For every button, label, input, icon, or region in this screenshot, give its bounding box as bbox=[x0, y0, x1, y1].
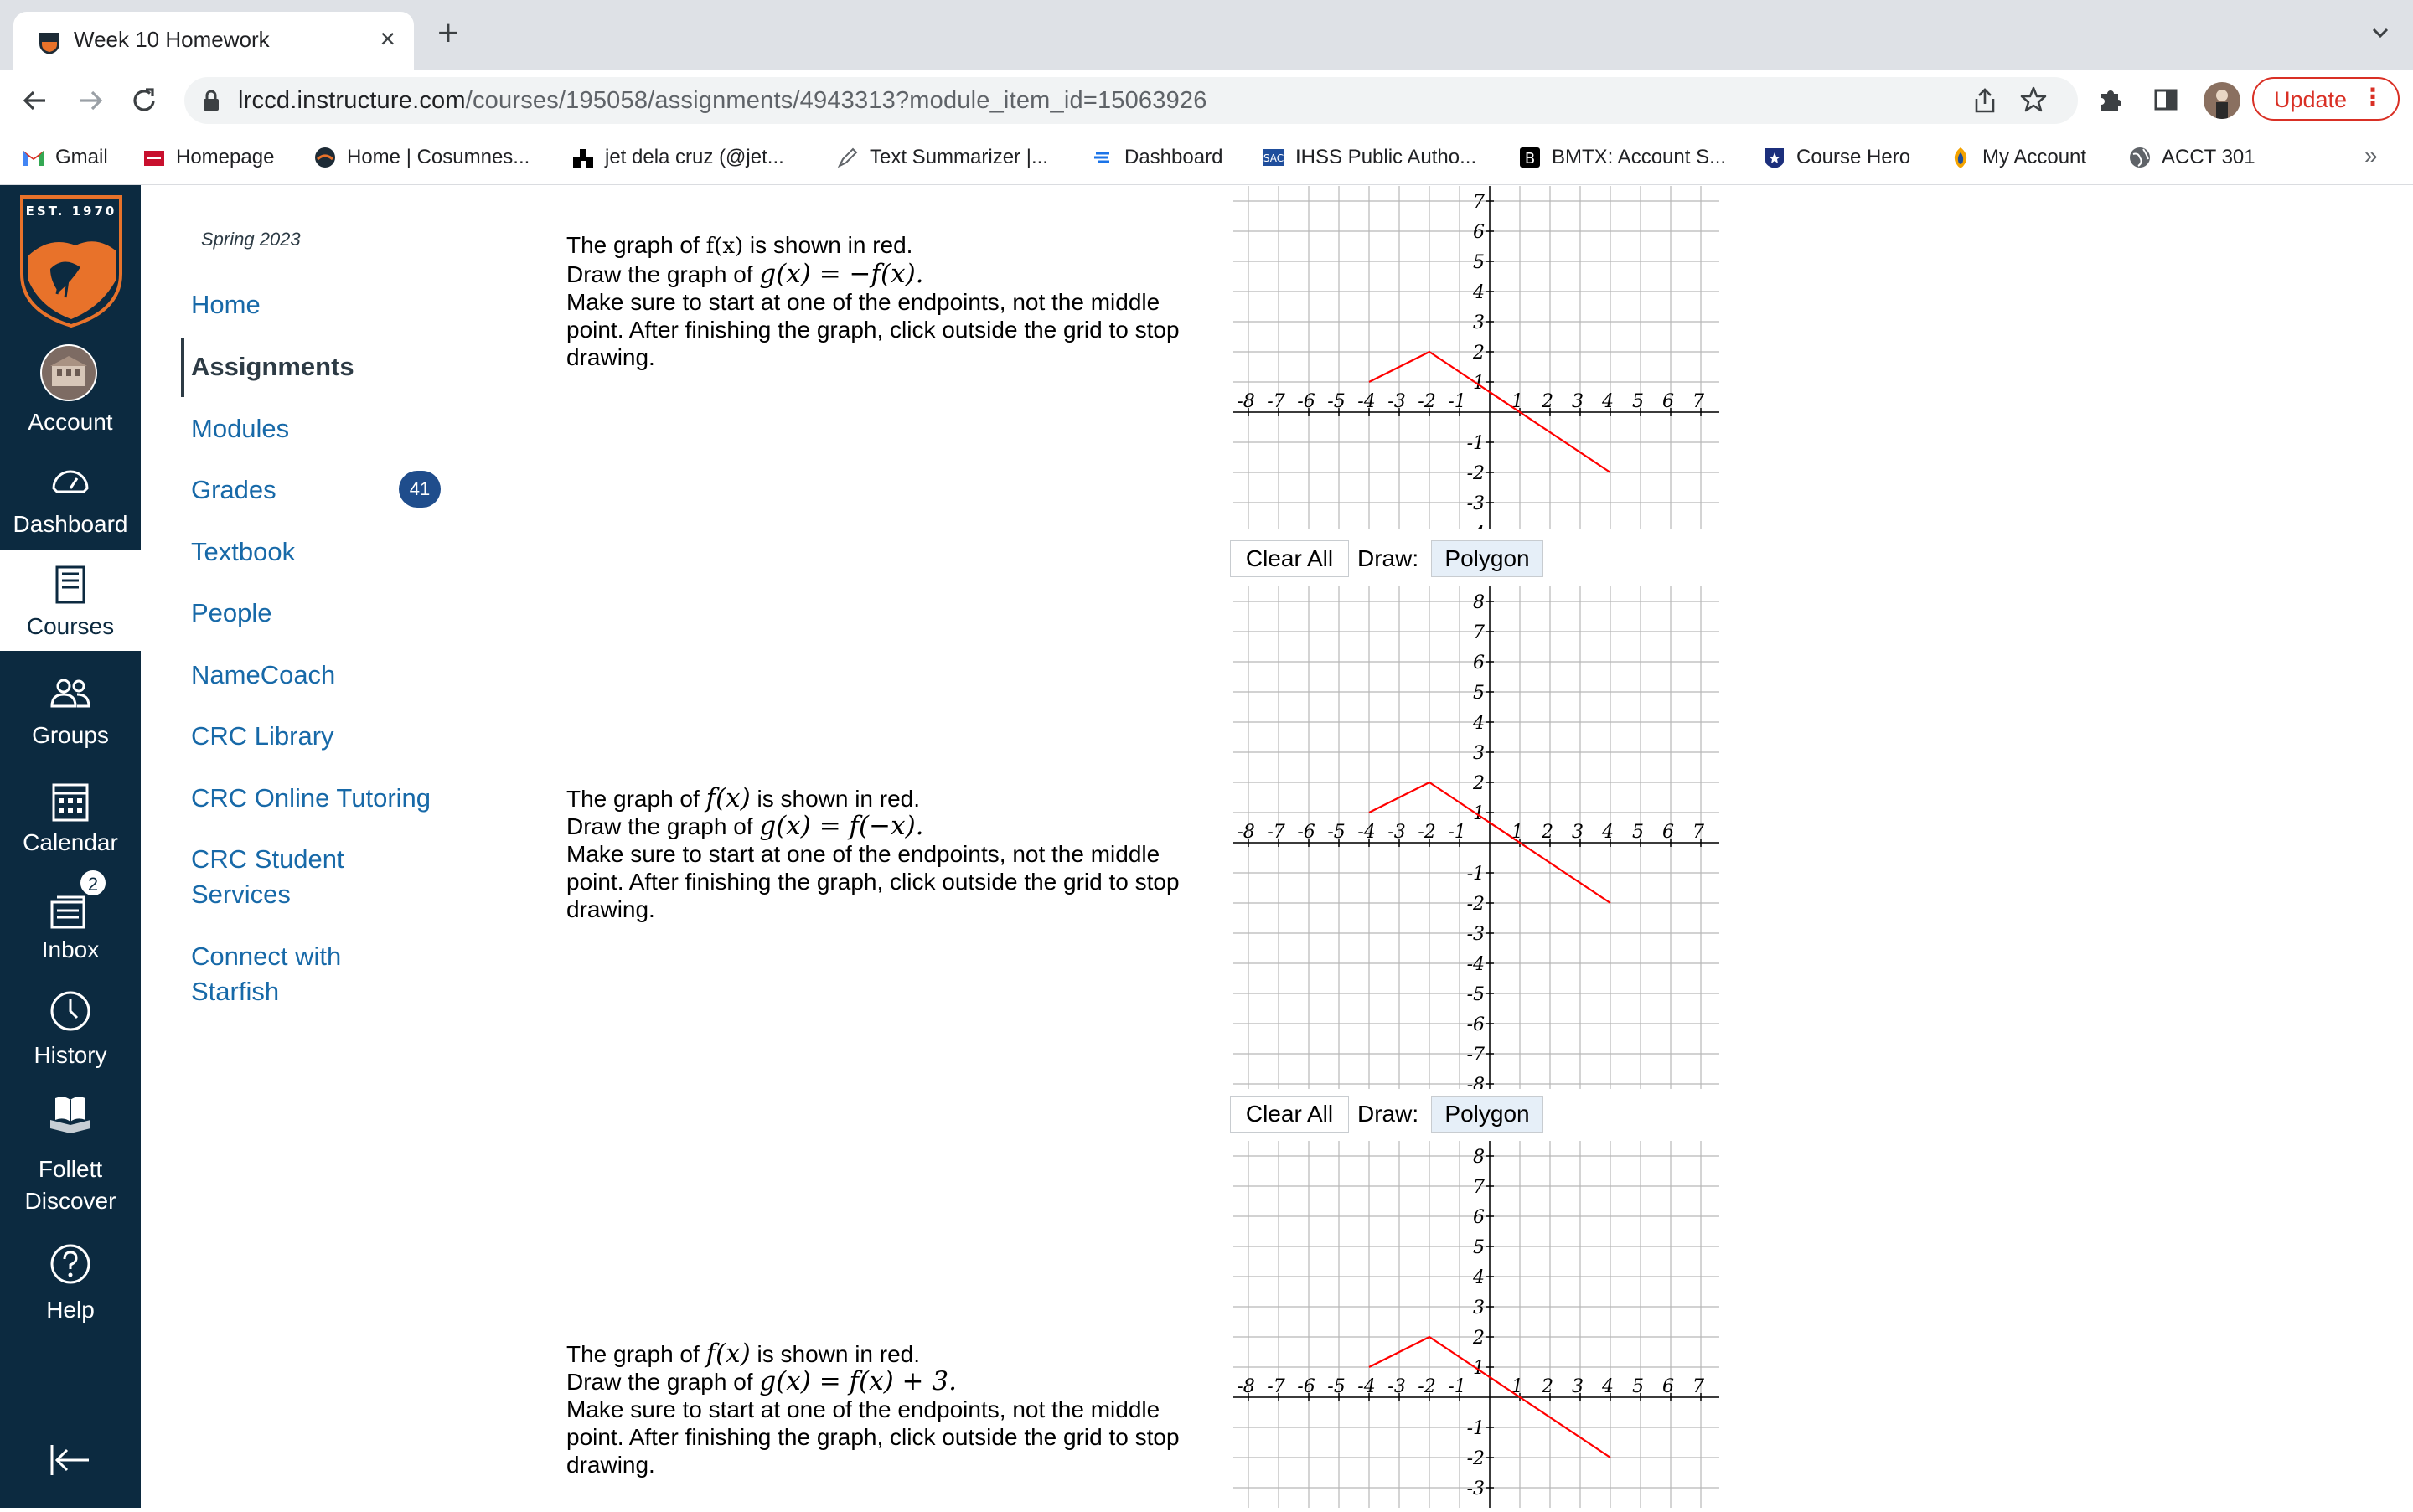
ihss-icon bbox=[1262, 146, 1285, 169]
collapse-nav-icon[interactable] bbox=[47, 1442, 94, 1478]
x-tick-label: -8 bbox=[1237, 1376, 1255, 1397]
nav-label-line: CRC Student bbox=[191, 844, 344, 874]
x-tick-label: -3 bbox=[1387, 822, 1406, 843]
text: The graph of bbox=[566, 1341, 706, 1367]
y-tick-label: 3 bbox=[1473, 743, 1485, 764]
course-hero-icon bbox=[1763, 146, 1786, 169]
x-tick-label: 3 bbox=[1572, 822, 1584, 843]
tab-strip bbox=[0, 0, 2413, 70]
text: Draw the graph of bbox=[566, 813, 760, 839]
y-tick-label: 5 bbox=[1473, 683, 1485, 704]
nav-dashboard[interactable] bbox=[0, 450, 141, 550]
bookmark-label: ACCT 301 bbox=[2162, 146, 2255, 168]
inbox-unread-badge: 2 bbox=[79, 869, 107, 897]
avatar bbox=[40, 344, 97, 401]
x-tick-label: -5 bbox=[1327, 391, 1346, 412]
y-tick-label: 3 bbox=[1473, 312, 1485, 333]
y-tick-label: 4 bbox=[1473, 282, 1485, 303]
course-nav-namecoach[interactable]: NameCoach bbox=[191, 660, 336, 689]
text: is shown in red. bbox=[750, 1341, 921, 1367]
x-tick-label: 2 bbox=[1542, 1376, 1553, 1397]
y-tick-label: 2 bbox=[1473, 1328, 1485, 1349]
x-tick-label: 6 bbox=[1662, 391, 1674, 412]
bookmark-label: My Account bbox=[1982, 146, 2087, 168]
question-line-1 bbox=[566, 231, 1186, 261]
x-tick-label: 7 bbox=[1692, 391, 1704, 412]
x-tick-label: 7 bbox=[1692, 1376, 1704, 1397]
x-tick-label: -7 bbox=[1267, 1376, 1285, 1397]
side-panel-icon[interactable] bbox=[2153, 87, 2178, 112]
polygon-tool-button[interactable]: Polygon bbox=[1431, 540, 1543, 577]
tab-title: Week 10 Homework bbox=[74, 27, 270, 52]
instructions: Make sure to start at one of the endpoints, not the middle point. After finishing the graph, click outside the grid to stop drawing. bbox=[566, 289, 1180, 370]
bookmark-label: Text Summarizer |... bbox=[870, 146, 1048, 168]
y-tick-label: 7 bbox=[1473, 622, 1485, 643]
text: is shown in red. bbox=[743, 232, 913, 258]
y-tick-label: -3 bbox=[1466, 924, 1485, 945]
x-tick-label: -7 bbox=[1267, 822, 1285, 843]
globe-icon bbox=[2128, 146, 2152, 169]
y-tick-label: 8 bbox=[1473, 592, 1485, 613]
y-tick-label: -8 bbox=[1466, 1075, 1485, 1089]
y-tick-label: -3 bbox=[1466, 493, 1485, 514]
nav-label: Help bbox=[46, 1297, 95, 1323]
x-tick-label: -4 bbox=[1357, 391, 1376, 412]
my-account-icon bbox=[1949, 146, 1972, 169]
bookmark-label: BMTX: Account S... bbox=[1552, 146, 1727, 168]
x-tick-label: -2 bbox=[1418, 1376, 1436, 1397]
text: is shown in red. bbox=[750, 786, 921, 812]
help-question-icon bbox=[47, 1241, 94, 1288]
svg-text:SAC: SAC bbox=[1263, 152, 1284, 164]
update-button[interactable] bbox=[2252, 77, 2400, 121]
nav-label: Dashboard bbox=[13, 511, 128, 537]
tab-close-icon[interactable]: × bbox=[380, 23, 395, 54]
question-line-2 bbox=[566, 1368, 1186, 1396]
text: Draw the graph of bbox=[566, 1369, 760, 1395]
question-3-text bbox=[566, 1340, 1186, 1478]
url-path: /courses/195058/assignments/4943313?module_item_id=15063926 bbox=[465, 87, 1207, 114]
coordinate-grid-3[interactable] bbox=[1217, 1141, 1719, 1508]
bookmarks-overflow-button[interactable]: » bbox=[2364, 142, 2378, 168]
x-tick-label: -2 bbox=[1418, 391, 1436, 412]
draw-label: Draw: bbox=[1357, 1101, 1419, 1127]
x-tick-label: -1 bbox=[1448, 391, 1466, 412]
y-tick-label: -1 bbox=[1466, 1418, 1485, 1439]
question-line-1 bbox=[566, 785, 1186, 813]
nav-label: Discover bbox=[24, 1188, 116, 1214]
draw-label: Draw: bbox=[1357, 545, 1419, 571]
coordinate-grid-1[interactable] bbox=[1217, 186, 1719, 529]
grades-count-badge: 41 bbox=[399, 471, 441, 508]
forward-arrow-icon[interactable] bbox=[75, 85, 106, 116]
bookmark-label: Course Hero bbox=[1796, 146, 1911, 168]
college-logo[interactable] bbox=[17, 194, 126, 328]
bookmarks-bar bbox=[0, 131, 2413, 185]
math-fx: f(x) bbox=[705, 1339, 751, 1369]
dashboard-gauge-icon bbox=[47, 458, 94, 505]
polygon-tool-button[interactable]: Polygon bbox=[1431, 1096, 1543, 1133]
share-icon[interactable] bbox=[1972, 87, 1997, 114]
y-tick-label: 8 bbox=[1473, 1147, 1485, 1168]
course-navigation bbox=[141, 185, 476, 1508]
x-tick-label: -3 bbox=[1387, 1376, 1406, 1397]
url-host: lrccd.instructure.com bbox=[238, 87, 466, 114]
x-tick-label: 4 bbox=[1602, 822, 1614, 843]
active-indicator bbox=[181, 338, 184, 397]
x-tick-label: 4 bbox=[1602, 1376, 1614, 1397]
x-tick-label: -6 bbox=[1297, 822, 1315, 843]
x-tick-label: -5 bbox=[1327, 1376, 1346, 1397]
history-clock-icon bbox=[47, 988, 94, 1035]
x-tick-label: -7 bbox=[1267, 391, 1285, 412]
y-tick-label: 6 bbox=[1473, 222, 1485, 243]
x-tick-label: -3 bbox=[1387, 391, 1406, 412]
course-nav-modules[interactable]: Modules bbox=[191, 414, 290, 443]
x-tick-label: 6 bbox=[1662, 1376, 1674, 1397]
x-tick-label: -8 bbox=[1237, 391, 1255, 412]
global-navigation bbox=[0, 185, 141, 1508]
nav-label: Follett bbox=[38, 1156, 103, 1182]
course-nav-connect-with-starfish[interactable] bbox=[191, 939, 341, 1009]
question-line-2 bbox=[566, 261, 1186, 288]
x-tick-label: 5 bbox=[1632, 391, 1644, 412]
more-menu-icon: ⋮ bbox=[2361, 84, 2385, 110]
y-tick-label bbox=[1467, 524, 1485, 529]
y-tick-label: -4 bbox=[1466, 954, 1485, 975]
reload-icon[interactable] bbox=[129, 85, 159, 116]
follett-book-icon bbox=[47, 1090, 94, 1137]
graph-2[interactable] bbox=[1217, 586, 1719, 1093]
y-tick-label: -5 bbox=[1466, 984, 1485, 1005]
x-tick-label: 3 bbox=[1572, 1376, 1584, 1397]
text: The graph of bbox=[566, 232, 706, 258]
x-tick-label: 5 bbox=[1632, 822, 1644, 843]
bookmark-label: jet dela cruz (@jet... bbox=[605, 146, 784, 168]
jet-icon bbox=[571, 146, 595, 169]
nav-label-line: Starfish bbox=[191, 977, 280, 1006]
bookmark-label: IHSS Public Autho... bbox=[1295, 146, 1477, 168]
y-tick-label: -2 bbox=[1466, 1448, 1485, 1469]
math-expression: g(x) = f(−x). bbox=[759, 811, 924, 841]
y-tick-label: -7 bbox=[1466, 1045, 1485, 1066]
update-label: Update bbox=[2274, 87, 2348, 112]
y-tick-label: 4 bbox=[1473, 713, 1485, 734]
courses-book-icon bbox=[47, 562, 94, 609]
term-label: Spring 2023 bbox=[201, 229, 301, 250]
course-nav-textbook[interactable]: Textbook bbox=[191, 537, 296, 566]
browser-toolbar bbox=[0, 70, 2413, 131]
course-nav-assignments[interactable]: Assignments bbox=[191, 352, 354, 381]
dashboard-bookmark-icon bbox=[1091, 146, 1114, 169]
x-tick-label: 1 bbox=[1511, 822, 1523, 843]
y-tick-label: 5 bbox=[1473, 1237, 1485, 1258]
logo-text: EST. 1970 bbox=[25, 204, 117, 219]
x-tick-label: 1 bbox=[1511, 391, 1523, 412]
x-tick-label: 4 bbox=[1602, 391, 1614, 412]
x-tick-label: -1 bbox=[1448, 1376, 1466, 1397]
y-tick-label: 7 bbox=[1473, 1177, 1485, 1198]
nav-label-line: Connect with bbox=[191, 942, 342, 971]
extensions-puzzle-icon[interactable] bbox=[2096, 85, 2125, 114]
groups-icon bbox=[47, 671, 94, 718]
y-tick-label: -1 bbox=[1466, 864, 1485, 885]
tab-search-chevron-icon[interactable] bbox=[2369, 22, 2391, 44]
nav-calendar[interactable] bbox=[0, 761, 141, 862]
y-tick-label: 3 bbox=[1473, 1298, 1485, 1318]
nav-label: Groups bbox=[32, 722, 109, 748]
math-fx: f(x) bbox=[705, 234, 744, 259]
new-tab-button[interactable]: + bbox=[437, 13, 459, 54]
x-tick-label: -1 bbox=[1448, 822, 1466, 843]
bookmark-label: Dashboard bbox=[1124, 146, 1223, 168]
clear-all-button[interactable]: Clear All bbox=[1230, 1096, 1349, 1133]
nav-label: Account bbox=[28, 409, 113, 435]
nav-groups[interactable] bbox=[0, 659, 141, 760]
url-text[interactable] bbox=[238, 87, 1207, 115]
x-tick-label: 2 bbox=[1542, 391, 1553, 412]
nav-inbox[interactable] bbox=[0, 865, 141, 966]
x-tick-label: 3 bbox=[1572, 391, 1584, 412]
coordinate-grid-2[interactable] bbox=[1217, 586, 1719, 1089]
back-arrow-icon[interactable] bbox=[20, 85, 50, 116]
course-nav-crc-student-services[interactable] bbox=[191, 842, 344, 912]
bookmark-label: Home | Cosumnes... bbox=[347, 146, 530, 168]
course-nav-home[interactable]: Home bbox=[191, 290, 261, 319]
y-tick-label: 6 bbox=[1473, 653, 1485, 673]
x-tick-label: -8 bbox=[1237, 822, 1255, 843]
nav-label-line: Services bbox=[191, 880, 291, 909]
x-tick-label: -6 bbox=[1297, 1376, 1315, 1397]
bookmark-star-icon[interactable] bbox=[2019, 85, 2048, 114]
svg-text:B: B bbox=[1524, 150, 1536, 168]
homepage-icon bbox=[142, 146, 166, 169]
x-tick-label: -6 bbox=[1297, 391, 1315, 412]
y-tick-label: 1 bbox=[1473, 803, 1485, 824]
bmtx-icon bbox=[1518, 146, 1542, 169]
y-tick-label: -6 bbox=[1466, 1014, 1485, 1035]
nav-label: Calendar bbox=[23, 829, 118, 855]
browser-tab[interactable] bbox=[13, 12, 414, 70]
nav-follett-discover[interactable] bbox=[0, 1073, 141, 1214]
nav-history[interactable] bbox=[0, 971, 141, 1071]
x-tick-label: -5 bbox=[1327, 822, 1346, 843]
math-fx: f(x) bbox=[705, 783, 751, 813]
lock-icon[interactable] bbox=[201, 89, 221, 112]
canvas-favicon-icon bbox=[37, 30, 62, 55]
bookmark-label: Gmail bbox=[55, 146, 108, 168]
course-nav-grades[interactable]: Grades bbox=[191, 475, 276, 504]
gmail-icon bbox=[22, 146, 45, 169]
nav-label: Courses bbox=[26, 613, 115, 639]
course-nav-people[interactable]: People bbox=[191, 598, 272, 627]
pencil-icon bbox=[836, 146, 860, 169]
calendar-icon bbox=[47, 778, 94, 825]
text: Draw the graph of bbox=[566, 261, 760, 287]
math-expression: g(x) = f(x) + 3. bbox=[759, 1366, 957, 1396]
question-2-text bbox=[566, 785, 1186, 923]
question-line-2 bbox=[566, 813, 1186, 840]
y-tick-label: 2 bbox=[1473, 773, 1485, 794]
y-tick-label: 1 bbox=[1473, 1358, 1485, 1379]
profile-avatar[interactable] bbox=[2204, 82, 2240, 119]
cosumnes-icon bbox=[313, 146, 337, 169]
text: The graph of bbox=[566, 786, 706, 812]
x-tick-label: -2 bbox=[1418, 822, 1436, 843]
address-bar[interactable] bbox=[184, 77, 2078, 124]
instructions: Make sure to start at one of the endpoints, not the middle point. After finishing the graph, click outside the grid to stop drawing. bbox=[566, 1396, 1180, 1478]
x-tick-label: 6 bbox=[1662, 822, 1674, 843]
x-tick-label: -4 bbox=[1357, 822, 1376, 843]
y-tick-label: 7 bbox=[1473, 192, 1485, 213]
nav-account[interactable] bbox=[0, 336, 141, 436]
y-tick-label: 1 bbox=[1473, 373, 1485, 394]
bookmark-label: Homepage bbox=[176, 146, 275, 168]
course-nav-crc-online-tutoring[interactable]: CRC Online Tutoring bbox=[191, 783, 431, 813]
x-tick-label: 1 bbox=[1511, 1376, 1523, 1397]
y-tick-label: -3 bbox=[1466, 1478, 1485, 1499]
math-expression: g(x) = −f(x). bbox=[759, 259, 924, 289]
y-tick-label: 4 bbox=[1473, 1267, 1485, 1288]
question-line-1 bbox=[566, 1340, 1186, 1368]
nav-label: History bbox=[34, 1042, 107, 1068]
graph-1[interactable] bbox=[1217, 186, 1719, 534]
y-tick-label: 2 bbox=[1473, 343, 1485, 364]
y-tick-label: -2 bbox=[1466, 894, 1485, 915]
question-1-text bbox=[566, 231, 1186, 371]
x-tick-label: -4 bbox=[1357, 1376, 1376, 1397]
nav-help[interactable] bbox=[0, 1224, 141, 1324]
y-tick-label: 6 bbox=[1473, 1207, 1485, 1228]
x-tick-label: 5 bbox=[1632, 1376, 1644, 1397]
instructions: Make sure to start at one of the endpoints, not the middle point. After finishing the graph, click outside the grid to stop drawing. bbox=[566, 841, 1180, 922]
y-tick-label: 5 bbox=[1473, 252, 1485, 273]
nav-label: Inbox bbox=[41, 937, 100, 962]
x-tick-label: 7 bbox=[1692, 822, 1704, 843]
x-tick-label: 2 bbox=[1542, 822, 1553, 843]
course-nav-crc-library[interactable]: CRC Library bbox=[191, 721, 334, 751]
y-tick-label: -2 bbox=[1466, 463, 1485, 484]
nav-courses[interactable] bbox=[0, 550, 141, 651]
clear-all-button[interactable]: Clear All bbox=[1230, 540, 1349, 577]
graph-3[interactable] bbox=[1217, 1141, 1719, 1512]
y-tick-label: -1 bbox=[1466, 433, 1485, 454]
